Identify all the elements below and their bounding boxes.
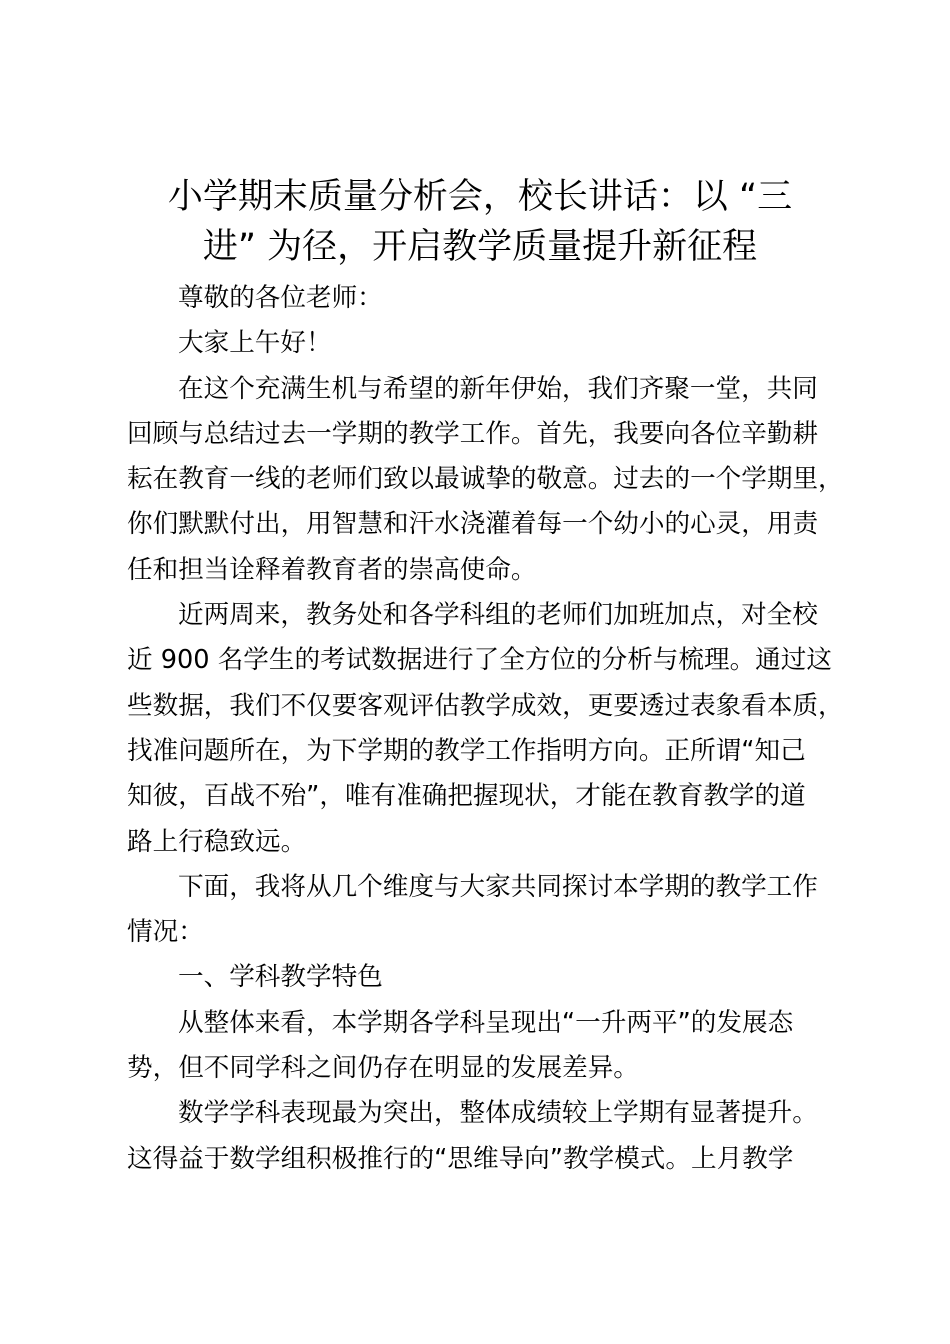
paragraph [127,1001,863,1092]
paragraph-line: 耘在教育一线的老师们致以最诚挚的敬意。过去的一个学期里， [127,464,844,495]
paragraph-line: 任和担当诠释着教育者的崇高使命。 [127,554,537,585]
paragraph [127,321,863,366]
paragraph-line: 情况： [127,917,204,948]
paragraph-line: 这得益于数学组积极推行的“思维导向”教学模式。上月教学 [127,1143,794,1174]
paragraph [127,1091,863,1182]
paragraph-line: 路上行稳致远。 [127,826,307,857]
paragraph-line: 近两周来，教务处和各学科组的老师们加班加点，对全校 [178,600,818,631]
paragraph-line: 一、学科教学特色 [178,962,383,993]
paragraph-line: 下面，我将从几个维度与大家共同探讨本学期的教学工作 [178,871,818,902]
paragraph-line: 数学学科表现最为突出，整体成绩较上学期有显著提升。 [178,1098,818,1129]
paragraph-line: 你们默默付出，用智慧和汗水浇灌着每一个幼小的心灵，用责 [127,509,819,540]
paragraph-line: 知彼，百战不殆”，唯有准确把握现状，才能在教育教学的道 [127,781,806,812]
paragraph-line: 从整体来看，本学期各学科呈现出“一升两平”的发展态 [178,1007,794,1038]
paragraph [127,276,863,321]
paragraph [127,593,863,865]
paragraph-line: 些数据，我们不仅要客观评估教学成效，更要透过表象看本质， [127,690,844,721]
paragraph [127,955,863,1000]
paragraph-line: 在这个充满生机与希望的新年伊始，我们齐聚一堂，共同 [178,373,818,404]
title-line-2: 进” 为径，开启教学质量提升新征程 [202,227,758,267]
document-title [140,172,820,272]
paragraph-line: 近 900 名学生的考试数据进行了全方位的分析与梳理。通过这 [127,645,832,676]
paragraph [127,865,863,956]
paragraph [127,367,863,593]
title-line-1: 小学期末质量分析会，校长讲话：以 “三 [167,177,793,217]
paragraph-line: 尊敬的各位老师： [178,283,383,313]
document-body [127,276,863,1182]
paragraph-line: 势，但不同学科之间仍存在明显的发展差异。 [127,1053,639,1084]
paragraph-line: 回顾与总结过去一学期的教学工作。首先，我要向各位辛勤耕 [127,418,819,449]
paragraph-line: 大家上午好！ [178,328,332,359]
paragraph-line: 找准问题所在，为下学期的教学工作指明方向。正所谓“知己 [127,735,806,766]
